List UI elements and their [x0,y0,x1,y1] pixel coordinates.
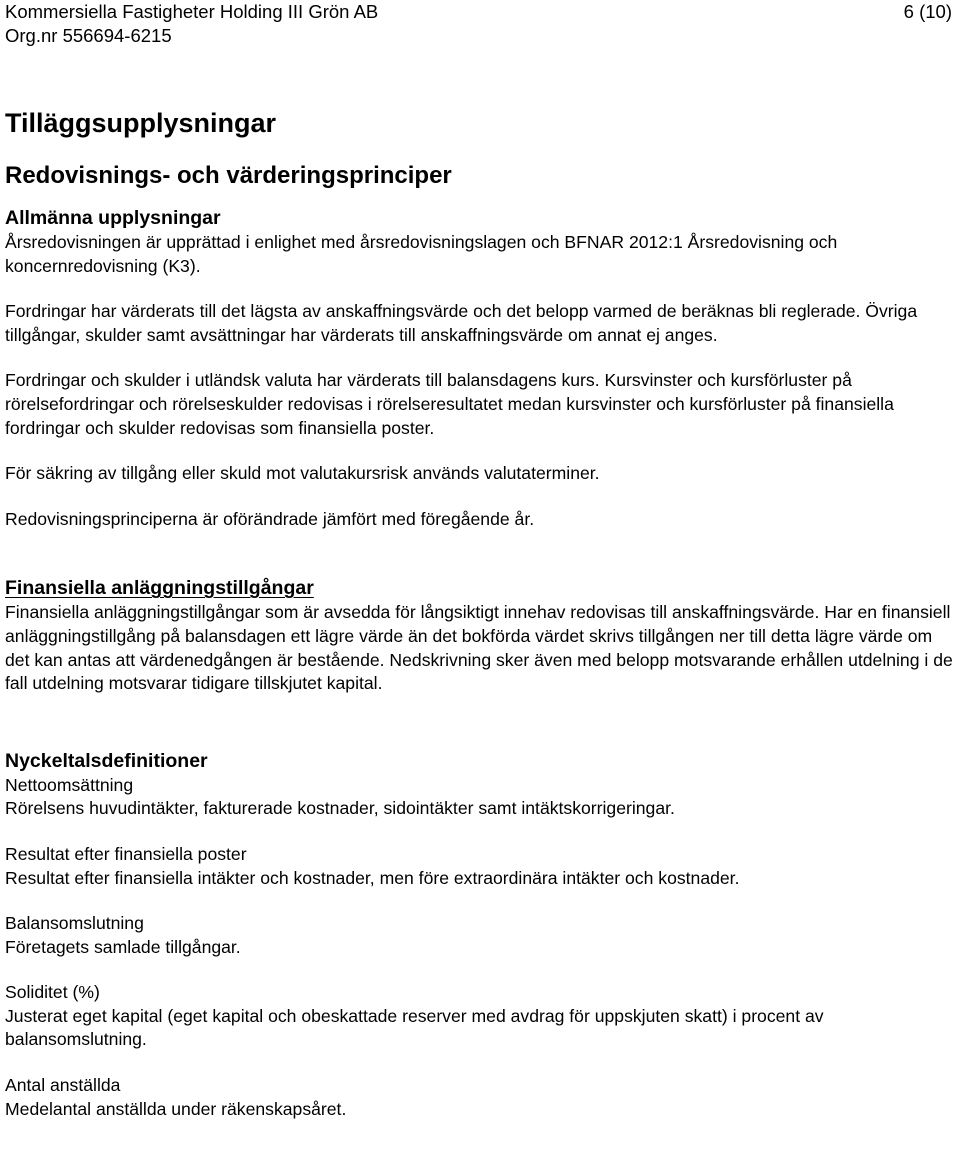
company-name: Kommersiella Fastigheter Holding III Grön AB [5,1,379,22]
definition-item [5,1074,956,1121]
definition-term: Resultat efter finansiella poster [5,843,247,864]
definition-item [5,843,956,890]
paragraph-receivables: Fordringar har värderats till det lägsta av anskaffningsvärde och det belopp varmed de beräknas bli reglerade. Övriga tillgångar, skulder samt avsättningar har värderats till anskaffningsvärde om annat ej anges. [5,301,918,345]
paragraph-foreign-currency: Fordringar och skulder i utländsk valuta har värderats till balansdagens kurs. Kursvinster och kursförluster på rörelsefordringar och rörelseskulder redovisas i rörelseresultatet medan kursvinster och kursförluster på finansiella fordringar och skulder redovisas som finansiella poster. [5,370,894,438]
paragraph-k3: Årsredovisningen är upprättad i enlighet med årsredovisningslagen och BFNAR 2012:1 Årsredovisning och koncernredovisning (K3). [5,232,838,276]
definition-item [5,981,956,1052]
definition-item [5,774,956,821]
definition-term: Antal anställda [5,1075,121,1096]
page-header [5,0,952,56]
accounting-principles-heading: Redovisnings- och värderingsprinciper [5,162,452,189]
page-title: Tilläggsupplysningar [5,108,277,138]
definition-term: Soliditet (%) [5,982,100,1003]
definition-text: Medelantal anställda under räkenskapsåret. [5,1098,347,1119]
paragraph-unchanged-principles: Redovisningsprinciperna är oförändrade jämfört med föregående år. [5,508,535,529]
key-ratios-heading: Nyckeltalsdefinitioner [5,749,208,772]
financial-assets-text: Finansiella anläggningstillgångar som är avsedda för långsiktigt innehav redovisas till anskaffningsvärde. Har en finansiell anläggningstillgång på balansdagen ett lägre värde än det bokförda värdet skrivs tillgången ner till detta lägre värde om det kan antas att värdenedgången är bestående. Nedskrivning sker även med belopp motsvarande erhållen utdelning i de fall utdelning motsvarar tidigare tillskjutet kapital. [5,602,953,694]
definition-text: Resultat efter finansiella intäkter och kostnader, men före extraordinära intäkter och kostnader. [5,867,740,888]
general-info-heading: Allmänna upplysningar [5,207,221,229]
definition-term: Balansomslutning [5,913,144,934]
financial-assets-heading: Finansiella anläggningstillgångar [5,577,314,600]
document-content [5,103,956,1121]
definition-text: Företagets samlade tillgångar. [5,936,241,957]
definition-term: Nettoomsättning [5,774,134,795]
definition-item [5,912,956,959]
definition-text: Justerat eget kapital (eget kapital och obeskattade reserver med avdrag för uppskjuten skatt) i procent av balansomslutning. [5,1005,824,1050]
page-number: 6 (10) [903,1,952,22]
org-number: Org.nr 556694-6215 [5,25,172,46]
definition-text: Rörelsens huvudintäkter, fakturerade kostnader, sidointäkter samt intäktskorrigeringar. [5,798,675,819]
paragraph-hedging: För säkring av tillgång eller skuld mot valutakursrisk används valutaterminer. [5,463,600,484]
